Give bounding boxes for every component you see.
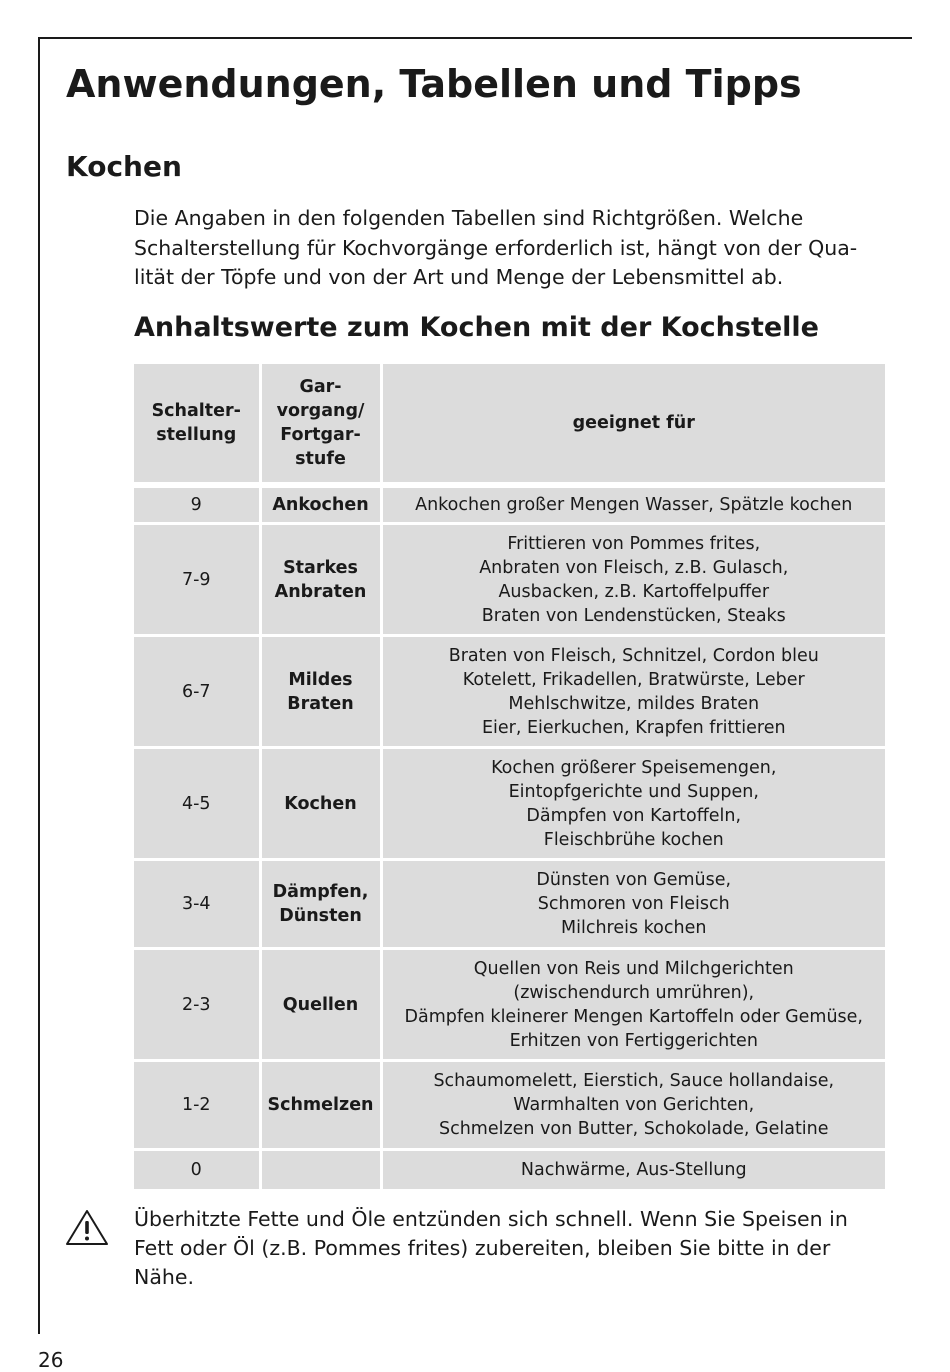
warning-text: Überhitzte Fette und Öle entzünden sich schnell. Wenn Sie Speisen in Fett oder Öl (z.B. Pommes frites) zubereiten, bleiben Sie bitte in der Nähe. bbox=[134, 1207, 848, 1289]
top-border-rule bbox=[38, 37, 912, 39]
cell-setting: 3-4 bbox=[134, 860, 260, 949]
cell-method: Mildes Braten bbox=[260, 636, 381, 748]
cell-setting: 1-2 bbox=[134, 1061, 260, 1150]
table-row bbox=[134, 1150, 885, 1191]
cooking-settings-table bbox=[134, 364, 885, 1192]
cell-suitable: Quellen von Reis und Milchgerichten (zwischendurch umrühren), Dämpfen kleinerer Mengen Kartoffeln oder Gemüse, Erhitzen von Fertiggerichten bbox=[381, 949, 885, 1061]
header-setting: Schalter- stellung bbox=[134, 364, 260, 485]
page-number: 26 bbox=[38, 1348, 64, 1372]
cell-setting: 7-9 bbox=[134, 524, 260, 636]
cell-setting: 9 bbox=[134, 485, 260, 524]
table-title: Anhaltswerte zum Kochen mit der Kochstelle bbox=[134, 312, 819, 343]
warning-triangle-icon bbox=[64, 1208, 110, 1248]
table-row bbox=[134, 949, 885, 1061]
header-method: Gar- vorgang/ Fortgar- stufe bbox=[260, 364, 381, 485]
table-row bbox=[134, 748, 885, 860]
table-row bbox=[134, 485, 885, 524]
cell-method: Schmelzen bbox=[260, 1061, 381, 1150]
cell-suitable: Ankochen großer Mengen Wasser, Spätzle kochen bbox=[381, 485, 885, 524]
cell-method: Quellen bbox=[260, 949, 381, 1061]
section-title: Kochen bbox=[66, 150, 182, 183]
cell-setting: 0 bbox=[134, 1150, 260, 1191]
cell-method: Ankochen bbox=[260, 485, 381, 524]
table-row bbox=[134, 860, 885, 949]
cell-suitable: Kochen größerer Speisemengen, Eintopfgerichte und Suppen, Dämpfen von Kartoffeln, Fleischbrühe kochen bbox=[381, 748, 885, 860]
cell-suitable: Schaumomelett, Eierstich, Sauce hollandaise, Warmhalten von Gerichten, Schmelzen von Butter, Schokolade, Gelatine bbox=[381, 1061, 885, 1150]
cell-suitable: Dünsten von Gemüse, Schmoren von Fleisch Milchreis kochen bbox=[381, 860, 885, 949]
table-row bbox=[134, 524, 885, 636]
cell-suitable: Braten von Fleisch, Schnitzel, Cordon bleu Kotelett, Frikadellen, Bratwürste, Leber Mehlschwitze, mildes Braten Eier, Eierkuchen, Krapfen frittieren bbox=[381, 636, 885, 748]
cell-method bbox=[260, 1150, 381, 1191]
cell-setting: 2-3 bbox=[134, 949, 260, 1061]
cell-method: Dämpfen, Dünsten bbox=[260, 860, 381, 949]
cell-method: Starkes Anbraten bbox=[260, 524, 381, 636]
table-row bbox=[134, 1061, 885, 1150]
intro-paragraph: Die Angaben in den folgenden Tabellen sind Richtgrößen. Welche Schalterstellung für Kochvorgänge erforderlich ist, hängt von der Qua- lität der Töpfe und von der Art und Menge der Lebensmittel ab. bbox=[134, 206, 858, 289]
table-row bbox=[134, 636, 885, 748]
left-border-rule bbox=[38, 37, 40, 1334]
cell-setting: 4-5 bbox=[134, 748, 260, 860]
cell-suitable: Frittieren von Pommes frites, Anbraten von Fleisch, z.B. Gulasch, Ausbacken, z.B. Kartoffelpuffer Braten von Lendenstücken, Steaks bbox=[381, 524, 885, 636]
cell-setting: 6-7 bbox=[134, 636, 260, 748]
cell-suitable: Nachwärme, Aus-Stellung bbox=[381, 1150, 885, 1191]
page-title: Anwendungen, Tabellen und Tipps bbox=[66, 62, 802, 106]
header-suitable: geeignet für bbox=[381, 364, 885, 485]
table-header-row bbox=[134, 364, 885, 485]
cell-method: Kochen bbox=[260, 748, 381, 860]
